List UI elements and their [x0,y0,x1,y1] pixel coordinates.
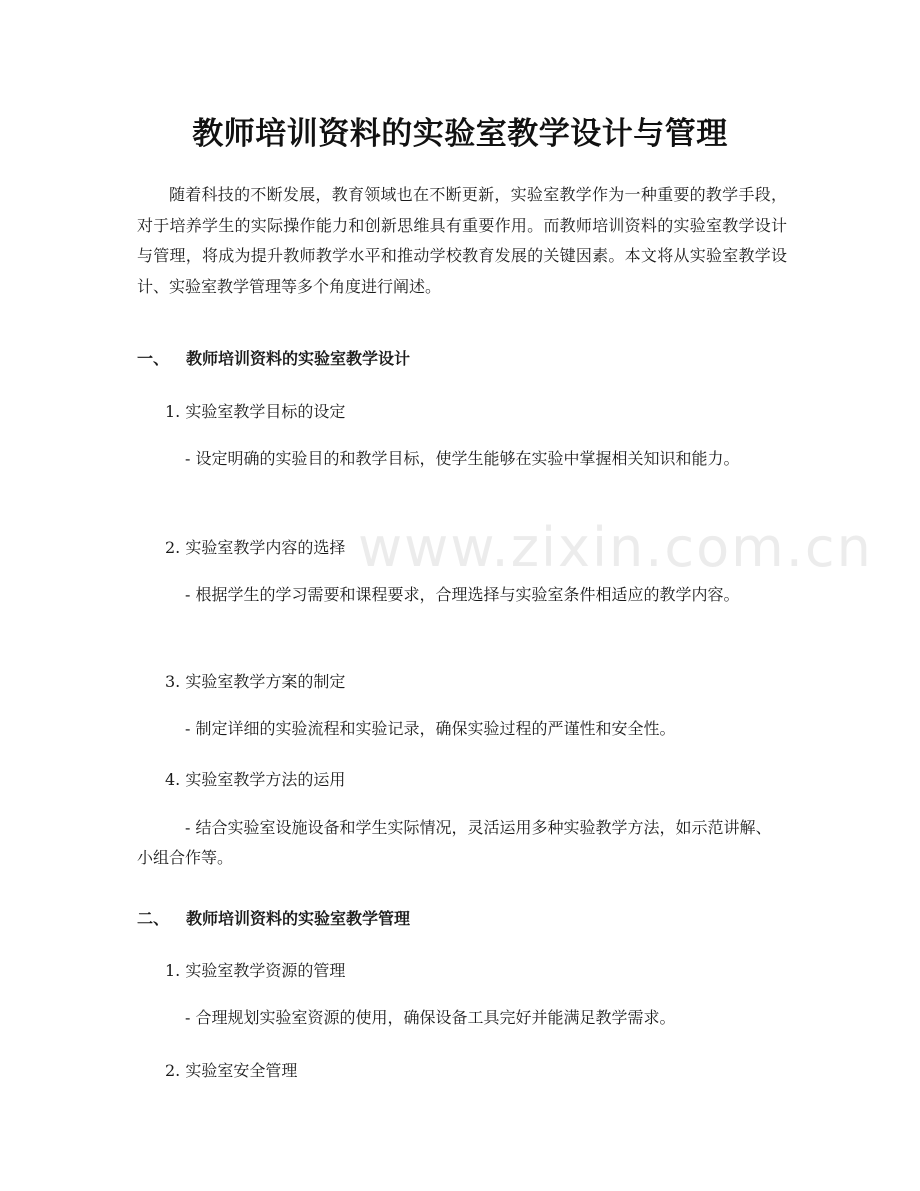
page-title: 教师培训资料的实验室教学设计与管理 [192,116,728,152]
section-title: 教师培训资料的实验室教学设计 [186,349,411,368]
item-heading: 3. 实验室教学方案的制定 [165,672,346,691]
item-heading: 2. 实验室教学内容的选择 [165,538,346,557]
section-heading-2 [137,906,410,929]
section-title: 教师培训资料的实验室教学管理 [186,909,411,928]
item-description: - 合理规划实验室资源的使用，确保设备工具完好并能满足教学需求。 [185,1008,676,1027]
section-heading-1 [137,346,410,369]
section-number: 二、 [137,909,170,928]
section-number: 一、 [137,349,170,368]
intro-paragraph: 随着科技的不断发展，教育领域也在不断更新，实验室教学作为一种重要的教学手段，对于培养学生的实际操作能力和创新思维具有重要作用。而教师培训资料的实验室教学设计与管理，将成为提升教师教学水平和推动学校教育发展的关键因素。本文将从实验室教学设计、实验室教学管理等多个角度进行阐述。 [137,185,787,296]
item-heading: 4. 实验室教学方法的运用 [165,770,346,789]
item-description: - 设定明确的实验目的和教学目标，使学生能够在实验中掌握相关知识和能力。 [185,449,740,468]
item-description: - 结合实验室设施设备和学生实际情况，灵活运用多种实验教学方法，如示范讲解、小组合作等。 [137,818,772,867]
watermark: www.zixin.com.cn [358,516,873,579]
item-description: - 根据学生的学习需要和课程要求，合理选择与实验室条件相适应的教学内容。 [185,585,740,604]
item-heading: 2. 实验室安全管理 [165,1061,298,1080]
item-heading: 1. 实验室教学目标的设定 [165,402,346,421]
item-description: - 制定详细的实验流程和实验记录，确保实验过程的严谨性和安全性。 [185,719,676,738]
item-heading: 1. 实验室教学资源的管理 [165,961,346,980]
